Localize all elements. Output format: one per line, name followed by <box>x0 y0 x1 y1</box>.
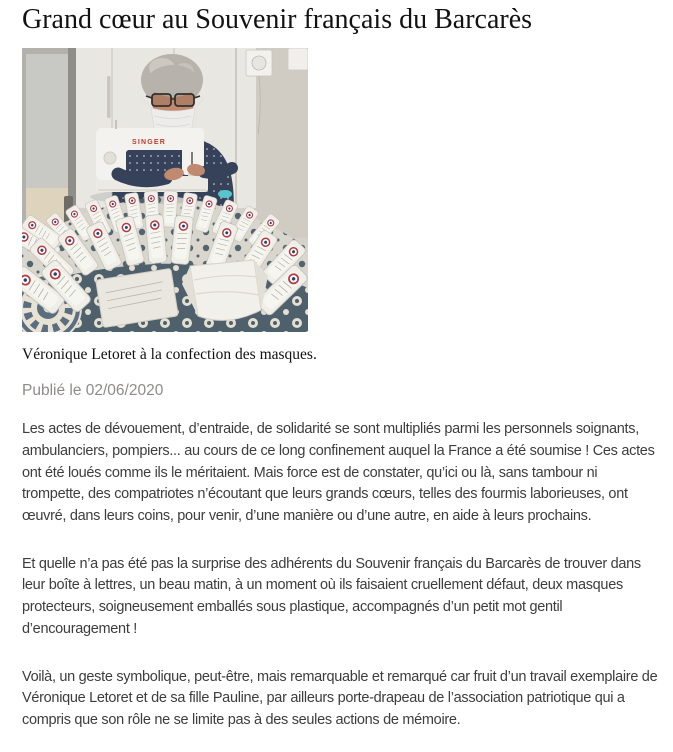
photo-caption: Véronique Letoret à la confection des masques. <box>22 346 317 364</box>
article-photo <box>22 48 308 332</box>
page-title: Grand cœur au Souvenir français du Barcarès <box>22 4 533 35</box>
singer-logo-text: SINGER <box>132 139 167 147</box>
tape-measure <box>218 190 232 198</box>
published-date: Publié le 02/06/2020 <box>22 382 164 400</box>
article-body <box>22 419 662 731</box>
article-paragraph: Et quelle n’a pas été pas la surprise des adhérents du Souvenir français du Barcarès de trouver dans leur boîte à lettres, un beau matin, à un moment où ils faisaient cruellement défaut, deux masques protecteurs, soigneusement emballés sous plastique, accompagnés d’un petit mot gentil d’encouragement ! <box>22 555 641 637</box>
article-photo-figure <box>22 48 662 365</box>
article-paragraph: Voilà, un geste symbolique, peut-être, mais remarquable et remarqué car fruit d’un travail exemplaire de Véronique Letoret et de sa fille Pauline, par ailleurs porte-drapeau de l’association patriotique qui a compris que son rôle ne se limite pas à des seules actions de mémoire. <box>22 668 658 728</box>
article-paragraph: Les actes de dévouement, d’entraide, de solidarité se sont multipliés parmi les personnels soignants, ambulanciers, pompiers... au cours de ce long confinement auquel la France a été soumise ! Ces actes ont été loués comme ils le méritaient. Mais force est de constater, qu’ici ou là, sans tambour ni trompette, des compatriotes n’écoutant que leurs grands cœurs, telles des fourmis laborieuses, ont œuvré, dans leurs coins, pour venir, d’une manière ou d’une autre, en aide à leurs prochains. <box>22 421 655 525</box>
